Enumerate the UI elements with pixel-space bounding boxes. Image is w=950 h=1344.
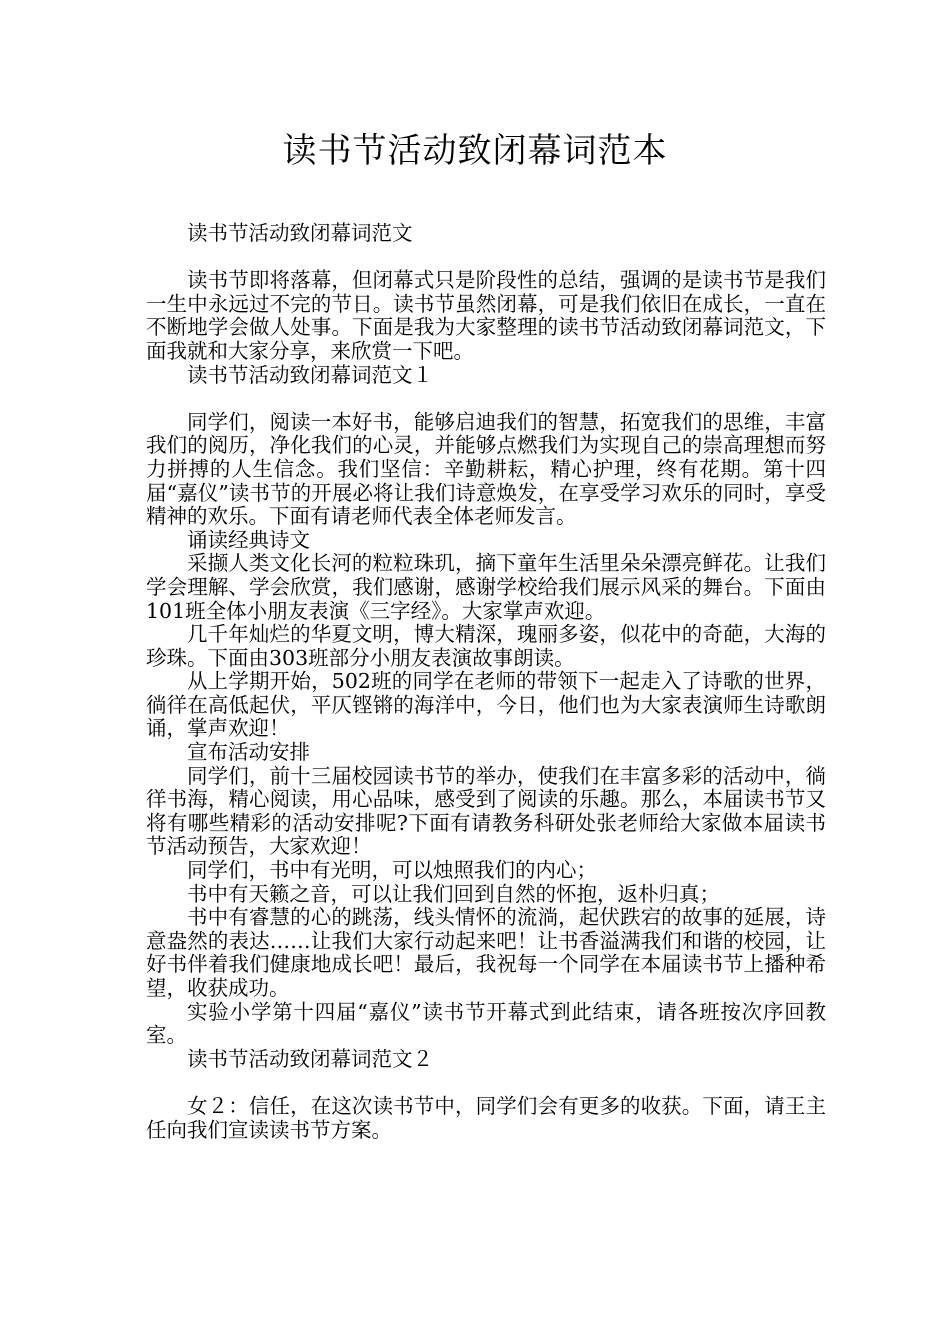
section-heading: 宣布活动安排 (187, 740, 310, 765)
paragraph: 同学们，书中有光明，可以烛照我们的内心； (187, 858, 597, 883)
section-heading: 诵读经典诗文 (187, 527, 310, 552)
paragraph: 采撷人类文化长河的粒粒珠玑，摘下童年生活里朵朵漂亮鲜花。让我们学会理解、学会欣赏，我们感谢，感谢学校给我们展示风采的舞台。下面由101班全体小朋友表演《三字经》。大家掌声欢迎。 (146, 551, 826, 623)
section-heading: 读书节活动致闭幕词范文２ (187, 1046, 433, 1071)
section-heading: 读书节活动致闭幕词范文１ (187, 362, 433, 387)
paragraph: 读书节即将落幕，但闭幕式只是阶段性的总结，强调的是读书节是我们一生中永远过不完的节日。读书节虽然闭幕，可是我们依旧在成长，一直在不断地学会做人处事。下面是我为大家整理的读书节活动致闭幕词范文，下面我就和大家分享，来欣赏一下吧。 (146, 268, 826, 363)
blank-line (146, 1071, 826, 1095)
paragraph: 书中有睿慧的心的跳荡，线头情怀的流淌，起伏跌宕的故事的延展，诗意盎然的表达……让我们大家行动起来吧！让书香溢满我们和谐的校园，让好书伴着我们健康地成长吧！最后，我祝每一个同学在本届读书节上播种希望，收获成功。 (146, 905, 826, 1000)
document-body (146, 222, 826, 1142)
paragraph: 从上学期开始，502班的同学在老师的带领下一起走入了诗歌的世界，徜徉在高低起伏，平仄铿锵的海洋中，今日，他们也为大家表演师生诗歌朗诵，掌声欢迎！ (146, 669, 826, 741)
paragraph: 书中有天籁之音，可以让我们回到自然的怀抱，返朴归真； (187, 881, 720, 906)
paragraph: 实验小学第十四届“嘉仪”读书节开幕式到此结束，请各班按次序回教室。 (146, 999, 826, 1048)
paragraph: 同学们，前十三届校园读书节的举办，使我们在丰富多彩的活动中，徜徉书海，精心阅读，用心品味，感受到了阅读的乐趣。那么，本届读书节又将有哪些精彩的活动安排呢?下面有请教务科研处张老师给大家做本届读书节活动预告，大家欢迎！ (146, 763, 826, 859)
paragraph: 女２：信任，在这次读书节中，同学们会有更多的收获。下面，请王主任向我们宣读读书节方案。 (146, 1093, 826, 1142)
section-heading: 读书节活动致闭幕词范文 (187, 221, 413, 245)
paragraph: 几千年灿烂的华夏文明，博大精深，瑰丽多姿，似花中的奇葩，大海的珍珠。下面由303班部分小朋友表演故事朗读。 (146, 622, 826, 670)
document-title: 读书节活动致闭幕词范本 (282, 131, 668, 171)
paragraph: 同学们，阅读一本好书，能够启迪我们的智慧，拓宽我们的思维，丰富我们的阅历，净化我们的心灵，并能够点燃我们为实现自己的崇高理想而努力拼搏的人生信念。我们坚信：辛勤耕耘，精心护理，终有花期。第十四届“嘉仪”读书节的开展必将让我们诗意焕发，在享受学习欢乐的同时，享受精神的欢乐。下面有请老师代表全体老师发言。 (146, 409, 826, 529)
blank-line (146, 246, 826, 270)
blank-line (146, 387, 826, 411)
